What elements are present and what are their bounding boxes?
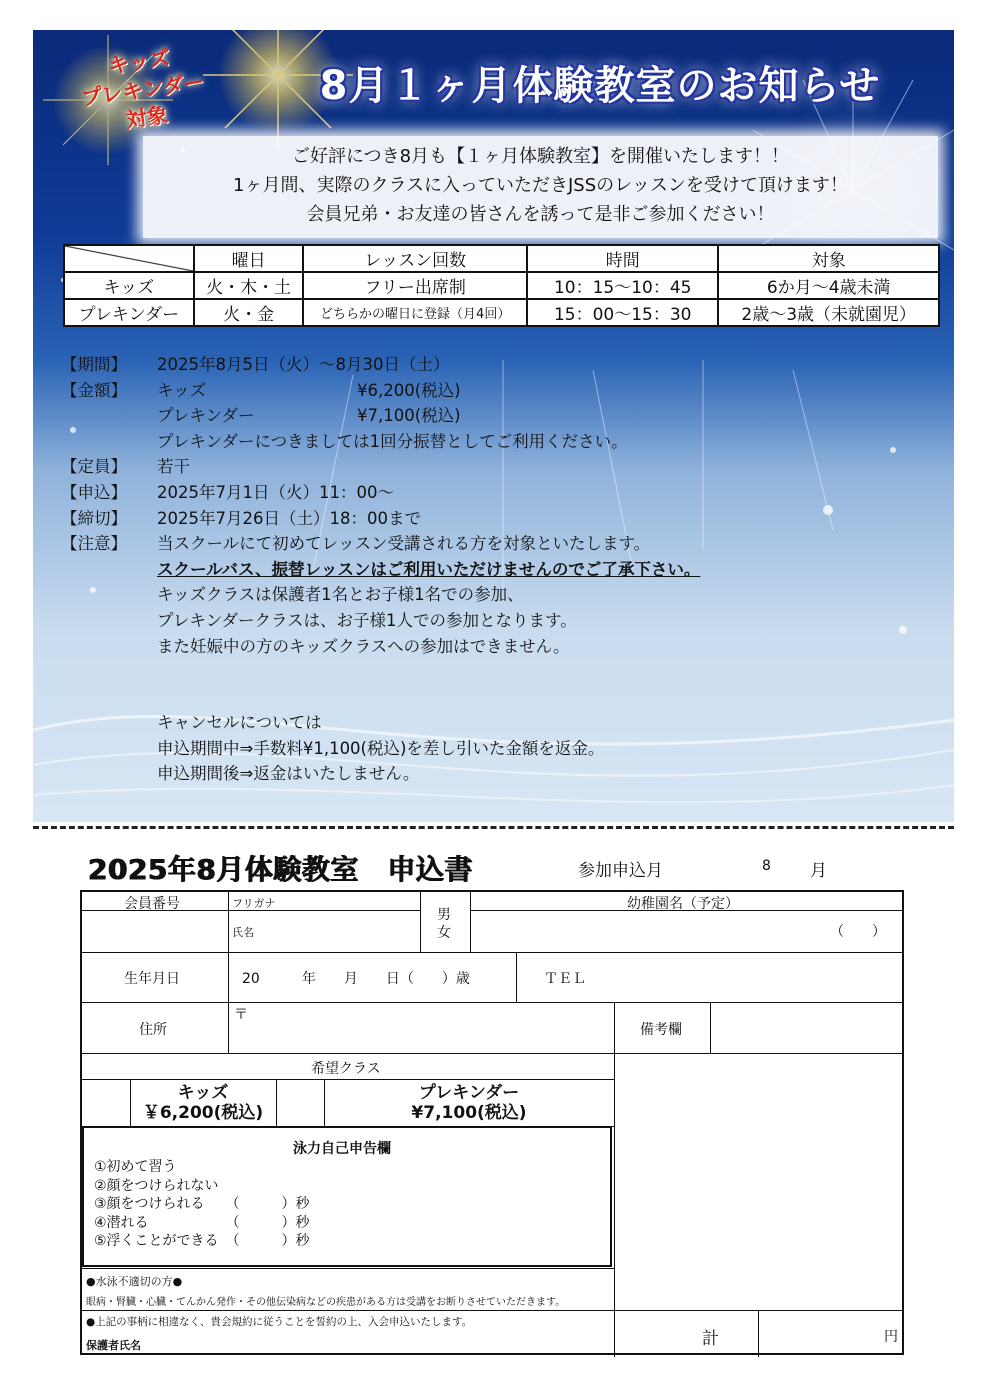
swim-item[interactable]: ②顔をつけられない [94,1177,219,1194]
swim-title: 泳力自己申告欄 [293,1141,391,1157]
note-line: キッズクラスは保護者1名とお子様1名での参加、 [157,585,524,605]
class-target: 2歳～3歳（未就園児） [718,299,939,326]
fee-note: プレキンダーにつきましては1回分振替としてご利用ください。 [157,431,628,451]
detail-label: 【期間】 [61,355,127,374]
remarks-label: 備考欄 [640,1022,682,1038]
swim-item[interactable]: ④潜れる （ ）秒 [94,1214,310,1231]
gender-male: 男 [437,907,451,923]
header-time: 時間 [527,245,719,272]
detail-note-row [61,634,941,660]
cancel-row [61,736,941,762]
class-name: プレキンダー [64,299,194,326]
detail-label: 【定員】 [61,457,127,477]
cut-line [33,826,954,829]
prekinder-option [324,1083,614,1123]
intro-line: 1ヶ月間、実際のクラスに入っていただきJSSのレッスンを受けて頂けます！ [233,175,848,196]
month-unit: 月 [810,861,827,881]
detail-value: 若干 [157,457,190,477]
member-no-field[interactable] [84,912,226,950]
cancel-line: 申込期間中⇒手数料¥1,100(税込)を差し引いた金額を返金。 [157,738,605,758]
guardian-field[interactable] [162,1330,602,1354]
detail-apply [61,480,941,506]
schedule-header-diagonal [64,245,194,272]
note-line: また妊娠中の方のキッズクラスへの参加はできません。 [157,636,570,656]
detail-label-empty [61,429,157,455]
event-poster [33,30,954,822]
remarks-field[interactable] [712,1004,902,1051]
cancel-line: キャンセルについては [157,713,322,733]
kindergarten-field[interactable] [472,912,822,950]
class-name: キッズ [64,272,194,299]
name-field[interactable] [278,912,418,950]
unsuitable-text: 眼病・腎臓・心臓・てんかん発作・その他伝染病などの疾患がある方は受講をお断りさせていただきます。 [86,1297,566,1308]
class-label: 希望クラス [311,1061,381,1077]
cancel-line: 申込期間後⇒返金はいたしません。 [157,764,420,784]
detail-label-empty [61,710,157,736]
cancel-row [61,710,941,736]
detail-value [157,378,941,404]
total-field[interactable] [762,1312,880,1354]
spacer [61,659,941,710]
intro-line: ご好評につき8月も【１ヶ月体験教室】を開催いたします！！ [291,146,790,167]
note-line-emphasis: スクールバス、振替レッスンはご利用いただけませんのでご了承下さい。 [157,559,701,579]
kids-option [130,1083,276,1123]
detail-note-row [61,608,941,634]
schedule-header-row [64,245,939,272]
detail-label-empty [61,557,157,583]
prekinder-checkbox[interactable] [278,1081,322,1124]
tel-label: ＴＥＬ [544,971,586,987]
class-target: 6か月～4歳未満 [718,272,939,299]
detail-label: 【金額】 [61,380,127,400]
detail-label-empty [61,634,157,660]
detail-label-empty [61,736,157,762]
birth-field[interactable]: 20 年 月 日（ ）歳 [242,971,470,987]
detail-label-empty [61,608,157,634]
swim-item[interactable]: ③顔をつけられる （ ）秒 [94,1196,310,1212]
schedule-table [63,244,940,327]
swim-list [94,1158,310,1251]
detail-label-empty [61,403,157,429]
detail-period [61,352,941,378]
detail-value: 2025年7月26日（土）18：00まで [157,508,421,528]
cancel-row [61,761,941,787]
swim-item[interactable]: ⑤浮くことができる （ ）秒 [94,1233,310,1249]
guardian-label: 保護者氏名 [86,1339,141,1352]
badge-line-kids: キッズ [106,46,172,79]
kids-price: ￥6,200(税込) [142,1103,264,1123]
fee-pre-price: ¥7,100(税込) [357,406,461,426]
class-time: 10：15～10：45 [527,272,719,299]
detail-notes [61,531,941,557]
note-line: 当スクールにて初めてレッスン受講される方を対象といたします。 [157,534,651,554]
form-title: 2025年8月体験教室 申込書 [88,853,473,886]
detail-fee-note [61,429,941,455]
month-label: 参加申込月 [578,861,663,881]
detail-label: 【注意】 [61,534,127,554]
class-days: 火・木・土 [194,272,304,299]
detail-label: 【締切】 [61,508,127,528]
kindergarten-label: 幼稚園名（予定） [627,896,739,912]
badge-line-prekinder: プレキンダー [79,69,207,111]
header-day: 曜日 [194,245,304,272]
detail-value [157,403,941,429]
detail-note-row [61,557,941,583]
intro-box [143,136,938,238]
badge-line-target: 対象 [124,102,170,133]
gender-female: 女 [437,925,451,941]
name-label: 氏名 [232,926,254,939]
agreement-text: ●上記の事柄に相違なく、貴会規約に従うことを誓約の上、入会申込いたします。 [86,1316,473,1328]
detail-deadline [61,506,941,532]
kids-name: キッズ [177,1083,229,1103]
address-label: 住所 [139,1022,167,1038]
member-no-label: 会員番号 [124,896,180,912]
fee-pre-name: プレキンダー [157,406,255,426]
month-value: 8 [762,858,771,874]
header-lessons: レッスン回数 [303,245,526,272]
detail-fee-pre [61,403,941,429]
furigana-label: フリガナ [232,897,276,910]
total-label: 計 [702,1329,719,1349]
class-lessons: どちらかの曜日に登録（月4回） [303,299,526,326]
fee-kids-price: ¥6,200(税込) [357,380,461,400]
unsuitable-title: ●水泳不適切の方● [86,1275,183,1288]
postal-mark: 〒 [234,1007,248,1023]
schedule-row [64,272,939,299]
birth-label: 生年月日 [124,971,180,987]
application-form [80,890,904,1355]
class-days: 火・金 [194,299,304,326]
detail-value: 2025年7月1日（火）11：00～ [157,482,394,502]
class-lessons: フリー出席制 [303,272,526,299]
swim-item[interactable]: ①初めて習う [94,1159,177,1175]
intro-line: 会員兄弟・お友達の皆さんを誘って是非ご参加ください！ [306,204,775,225]
yen-unit: 円 [884,1329,898,1345]
detail-label-empty [61,582,157,608]
detail-label-empty [61,761,157,787]
detail-value: 2025年8月5日（火）～8月30日（土） [157,355,450,374]
prekinder-name: プレキンダー [418,1083,520,1103]
address-field[interactable] [248,1004,608,1051]
tel-field[interactable] [602,954,902,1000]
poster-title: 8月１ヶ月体験教室のお知らせ [319,63,881,109]
detail-capacity [61,454,941,480]
schedule-row [64,299,939,326]
details-section [61,352,941,787]
kindergarten-paren: （ ） [830,924,886,940]
detail-fee [61,378,941,404]
fee-kids-name: キッズ [157,380,207,400]
header-target: 対象 [718,245,939,272]
detail-note-row [61,582,941,608]
kids-checkbox[interactable] [84,1081,128,1124]
class-time: 15：00～15：30 [527,299,719,326]
detail-label: 【申込】 [61,482,127,502]
note-line: プレキンダークラスは、お子様1人での参加となります。 [157,610,577,630]
prekinder-price: ¥7,100(税込) [411,1103,527,1123]
